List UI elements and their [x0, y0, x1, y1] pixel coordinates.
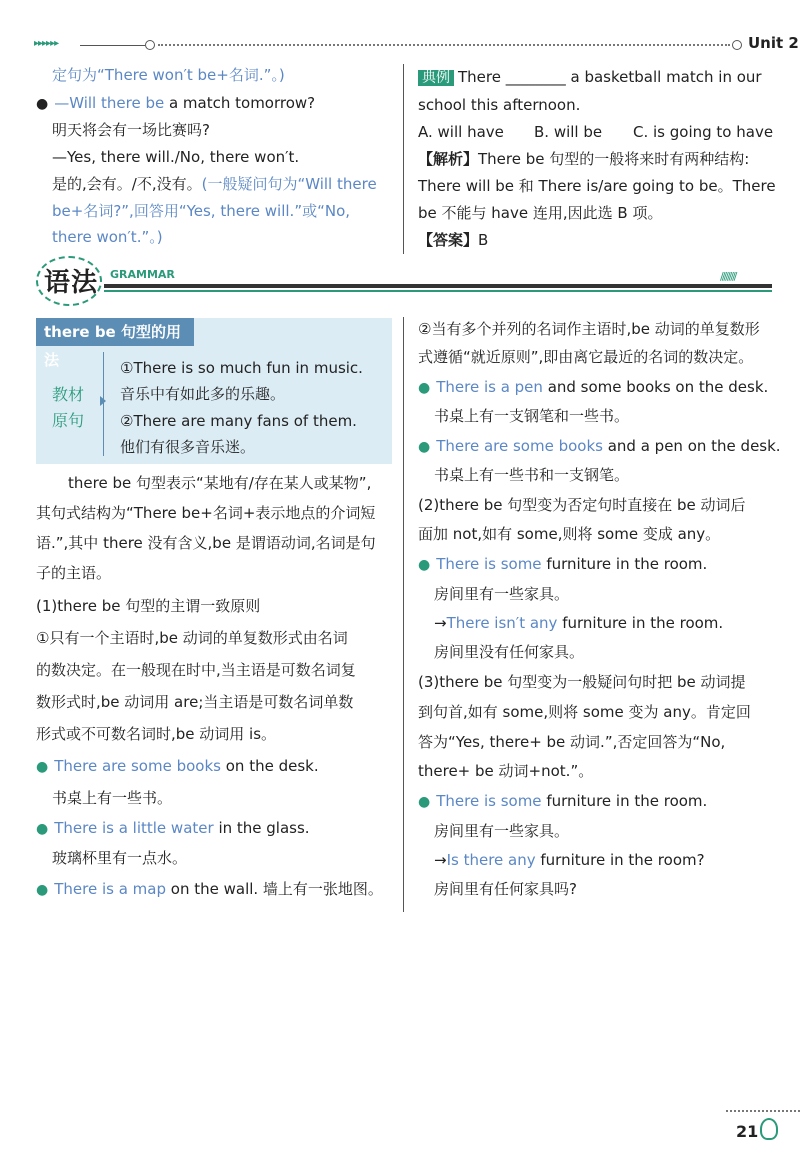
option-c: C. is going to have [633, 123, 774, 141]
translation-line: 房间里没有任何家具。 [434, 643, 585, 661]
note-line: be+名词?”,回答用“Yes, there will.”或“No, [52, 202, 351, 220]
analysis-line: There will be 和 There is/are going to be。There [418, 177, 776, 195]
rule-line: ②当有多个并列的名词作主语时,be 动词的单复数形 [418, 320, 760, 338]
bullet-icon: ● [36, 882, 49, 898]
box-sentence: ②There are many fans of them. [120, 412, 357, 430]
note-line: 定句为“There won′t be+名词.”。) [52, 66, 285, 84]
bullet-icon: ● [418, 794, 431, 810]
translation-text: 是的,会有。/不,没有。 [52, 175, 202, 193]
paragraph-line: 其句式结构为“There be+名词+表示地点的介词短 [36, 504, 376, 522]
footer-dotted-rule [726, 1110, 800, 1112]
example-text: furniture in the room. [557, 614, 724, 632]
exercise-question-line [418, 66, 762, 89]
example-text: on the desk. [220, 757, 319, 775]
highlight-text: There is a map [54, 880, 166, 898]
example-text: furniture in the room. [541, 555, 708, 573]
rule-line: 的数决定。在一般现在时中,当主语是可数名词复 [36, 661, 356, 679]
rule-line: ①只有一个主语时,be 动词的单复数形式由名词 [36, 629, 348, 647]
question-text: There ________ a basketball match in our [458, 68, 762, 86]
note-line: there won′t.”。) [52, 228, 163, 246]
rule-line: 答为“Yes, there+ be 动词.”,否定回答为“No, [418, 733, 726, 751]
box-sentence: ①There is so much fun in music. [120, 359, 363, 377]
section-heading: (1)there be 句型的主谓一致原则 [36, 597, 261, 615]
box-side-label-1: 教材 [52, 385, 85, 404]
option-a: A. will have [418, 123, 504, 141]
answer-text: B [478, 231, 489, 249]
example-line [418, 553, 707, 576]
rule-line: (2)there be 句型变为否定句时直接在 be 动词后 [418, 496, 746, 514]
lightbulb-icon [760, 1118, 778, 1140]
highlight-text: There is some [436, 792, 542, 810]
option-b: B. will be [534, 123, 603, 141]
arrow-icon: → [434, 614, 447, 632]
example-line: —Yes, there will./No, there won′t. [52, 148, 300, 166]
rule-line: 形式或不可数名词时,be 动词用 is。 [36, 725, 277, 743]
highlight-text: Is there any [446, 851, 536, 869]
box-side-label-2: 原句 [52, 411, 85, 430]
bullet-icon: ● [36, 821, 49, 837]
analysis-text: There be 句型的一般将来时有两种结构: [478, 150, 750, 168]
bullet-icon: ● [418, 380, 431, 396]
grammar-rule [104, 284, 772, 288]
translation-line: 房间里有一些家具。 [434, 585, 570, 603]
paragraph-line: 子的主语。 [36, 564, 112, 582]
highlight-text: There is some [436, 555, 542, 573]
example-line [434, 849, 705, 871]
bullet-icon: ● [418, 439, 431, 455]
paragraph-line: there be 句型表示“某地有/存在某人或某物”, [68, 474, 372, 492]
grammar-title: 语法 [44, 268, 99, 298]
header-rule [80, 45, 145, 46]
highlight-text: There are some books [436, 437, 603, 455]
example-line [418, 790, 707, 813]
grammar-hatch-decoration: ///////// [720, 270, 736, 283]
box-translation: 他们有很多音乐迷。 [120, 438, 256, 456]
bullet-icon: ● [36, 96, 49, 112]
analysis-line [418, 148, 749, 170]
example-line [36, 878, 383, 901]
highlight-text: There is a pen [436, 378, 543, 396]
box-side-label [52, 382, 92, 434]
translation-line: 书桌上有一些书。 [52, 789, 173, 807]
analysis-line: be 不能与 have 连用,因此选 B 项。 [418, 204, 663, 222]
translation-line [52, 173, 377, 195]
example-text: and a pen on the desk. [602, 437, 781, 455]
highlight-text: There isn′t any [446, 614, 558, 632]
example-text: furniture in the room. [541, 792, 708, 810]
example-text: a match tomorrow? [164, 94, 316, 112]
header-arrows-decoration: ▸▸▸▸▸▸ [34, 38, 59, 49]
example-line [36, 92, 315, 115]
paragraph-line: 语.”,其中 there 没有含义,be 是谓语动词,名词是句 [36, 534, 376, 552]
arrow-icon: → [434, 851, 447, 869]
header-circle-decoration [145, 40, 155, 50]
highlight-text: There is a little water [54, 819, 214, 837]
translation-line: 房间里有一些家具。 [434, 822, 570, 840]
column-divider [403, 64, 404, 254]
note-text: (一般疑问句为“Will there [201, 175, 377, 193]
translation-line: 玻璃杯里有一点水。 [52, 849, 188, 867]
box-title: there be 句型的用法 [36, 318, 194, 346]
unit-label: Unit 2 [748, 34, 799, 52]
example-line [36, 817, 310, 840]
header-circle-decoration [732, 40, 742, 50]
page-number: 21 [736, 1122, 759, 1141]
answer-line [418, 229, 488, 251]
rule-line: there+ be 动词+not.”。 [418, 762, 594, 780]
highlight-text: —Will there be [54, 94, 165, 112]
header-dotted-rule [158, 44, 730, 46]
highlight-text: There are some books [54, 757, 221, 775]
example-text: in the glass. [213, 819, 310, 837]
translation-line: 书桌上有一支钢笔和一些书。 [434, 407, 630, 425]
example-line [434, 612, 723, 634]
answer-tag: 【答案】 [418, 231, 479, 249]
rule-line: 到句首,如有 some,则将 some 变为 any。肯定回 [418, 703, 751, 721]
rule-line: 数形式时,be 动词用 are;当主语是可数名词单数 [36, 693, 354, 711]
bullet-icon: ● [418, 557, 431, 573]
translation-line: 房间里有任何家具吗? [434, 880, 577, 898]
example-text: furniture in the room? [535, 851, 705, 869]
translation-line: 书桌上有一些书和一支钢笔。 [434, 466, 630, 484]
rule-line: 式遵循“就近原则”,即由离它最近的名词的数决定。 [418, 348, 754, 366]
analysis-tag: 【解析】 [418, 150, 479, 168]
example-tag: 典例 [418, 70, 454, 86]
bullet-icon: ● [36, 759, 49, 775]
exercise-question-line: school this afternoon. [418, 96, 581, 114]
example-line [36, 755, 319, 778]
box-arrow-icon [100, 396, 106, 406]
translation-line: 明天将会有一场比赛吗? [52, 121, 210, 139]
grammar-rule-accent [104, 290, 772, 292]
box-translation: 音乐中有如此多的乐趣。 [120, 385, 286, 403]
column-divider [403, 317, 404, 912]
example-text: on the wall. 墙上有一张地图。 [166, 880, 383, 898]
rule-line: (3)there be 句型变为一般疑问句时把 be 动词提 [418, 673, 746, 691]
grammar-subtitle: GRAMMAR [110, 268, 175, 281]
example-line [418, 376, 768, 399]
example-line [418, 435, 781, 458]
rule-line: 面加 not,如有 some,则将 some 变成 any。 [418, 525, 721, 543]
example-text: and some books on the desk. [542, 378, 769, 396]
